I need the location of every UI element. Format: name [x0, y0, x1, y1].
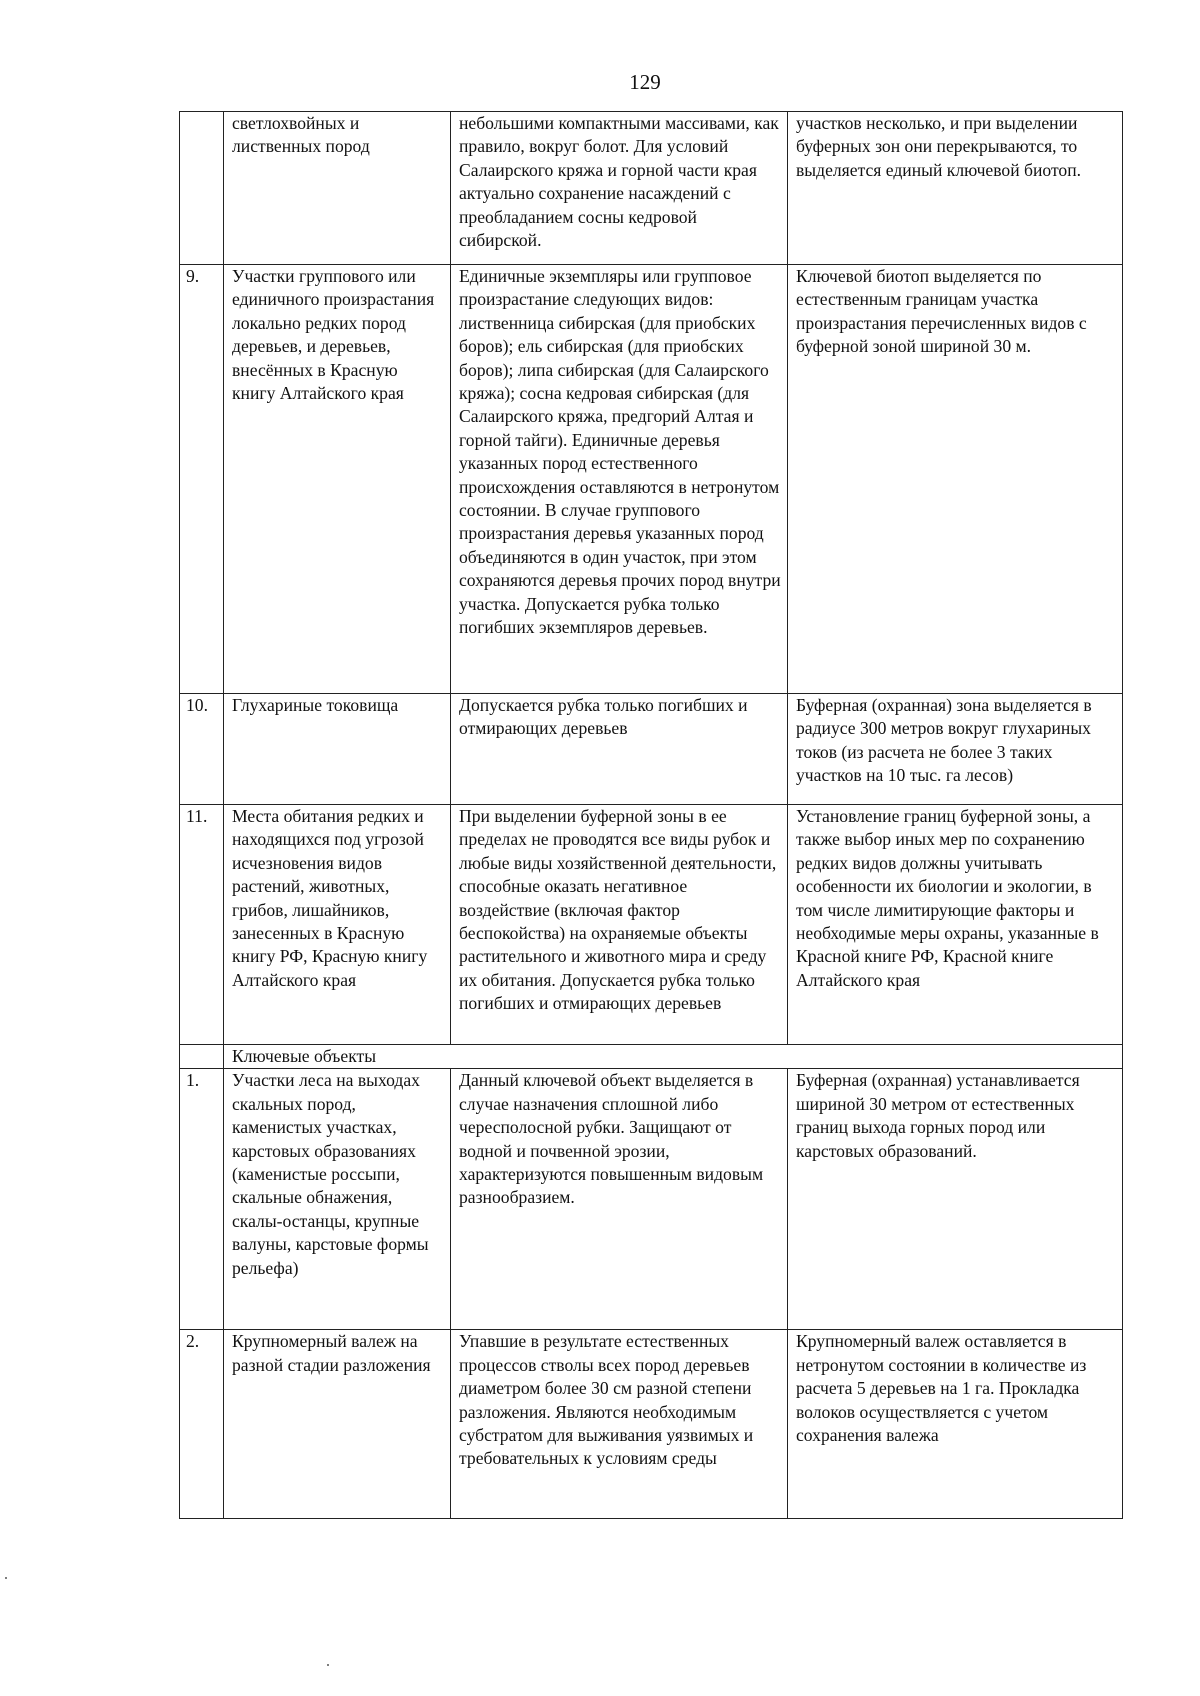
- page-number: 129: [629, 70, 661, 94]
- row-number: 11.: [180, 805, 224, 1045]
- table-row: [180, 265, 1123, 694]
- row-number: [180, 112, 224, 265]
- table-row: [180, 1069, 1123, 1330]
- description-cell: При выделении буферной зоны в ее пределах не проводятся все виды рубок и любые виды хозяйственной деятельности, способные оказать негативное воздействие (включая фактор беспокойства) на охраняемые объекты растительного и животного мира и среду их обитания. Допускается рубка только погибших и отмирающих деревьев: [451, 805, 788, 1045]
- object-name-cell: Участки леса на выходах скальных пород, каменистых участках, карстовых образованиях (каменистые россыпи, скальные обнажения, скалы-останцы, крупные валуны, карстовые формы рельефа): [224, 1069, 451, 1330]
- requirements-cell: Ключевой биотоп выделяется по естественным границам участка произрастания перечисленных видов с буферной зоной шириной 30 м.: [788, 265, 1123, 694]
- description-cell: Данный ключевой объект выделяется в случае назначения сплошной либо чересполосной рубки. Защищают от водной и почвенной эрозии, характеризуются повышенным видовым разнообразием.: [451, 1069, 788, 1330]
- table-row: [180, 112, 1123, 265]
- key-biotopes-table: [179, 111, 1123, 1519]
- description-cell: Упавшие в результате естественных процессов стволы всех пород деревьев диаметром более 30 см разной степени разложения. Являются необходимым субстратом для выживания уязвимых и требовательных к условиям среды: [451, 1330, 788, 1519]
- section-title: Ключевые объекты: [224, 1045, 1123, 1069]
- requirements-cell: Буферная (охранная) устанавливается шириной 30 метром от естественных границ выхода горных пород или карстовых образований.: [788, 1069, 1123, 1330]
- requirements-cell: Установление границ буферной зоны, а также выбор иных мер по сохранению редких видов должны учитывать особенности их биологии и экологии, в том числе лимитирующие факторы и необходимые меры охраны, указанные в Красной книге РФ, Красной книге Алтайского края: [788, 805, 1123, 1045]
- table-row: [180, 1330, 1123, 1519]
- object-name-cell: светлохвойных и лиственных пород: [224, 112, 451, 265]
- description-cell: Единичные экземпляры или групповое произрастание следующих видов: лиственница сибирская (для приобских боров); ель сибирская (для приобских боров); липа сибирская (для Салаирского кряжа); сосна кедровая сибирская (для Салаирского кряжа, предгорий Алтая и горной тайги). Единичные деревья указанных пород естественного происхождения оставляются в нетронутом состоянии. В случае группового произрастания деревья указанных пород объединяются в один участок, при этом сохраняются деревья прочих пород внутри участка. Допускается рубка только погибших экземпляров деревьев.: [451, 265, 788, 694]
- row-number: 10.: [180, 694, 224, 805]
- description-cell: Допускается рубка только погибших и отмирающих деревьев: [451, 694, 788, 805]
- object-name-cell: Участки группового или единичного произрастания локально редких пород деревьев, и деревьев, внесённых в Красную книгу Алтайского края: [224, 265, 451, 694]
- section-header-row: [180, 1045, 1123, 1069]
- object-name-cell: Крупномерный валеж на разной стадии разложения: [224, 1330, 451, 1519]
- row-number: 2.: [180, 1330, 224, 1519]
- table-row: [180, 694, 1123, 805]
- row-number: 1.: [180, 1069, 224, 1330]
- section-number-cell: [180, 1045, 224, 1069]
- requirements-cell: Буферная (охранная) зона выделяется в радиусе 300 метров вокруг глухариных токов (из расчета не более 3 таких участков на 10 тыс. га лесов): [788, 694, 1123, 805]
- row-number: 9.: [180, 265, 224, 694]
- object-name-cell: Глухариные токовища: [224, 694, 451, 805]
- object-name-cell: Места обитания редких и находящихся под угрозой исчезновения видов растений, животных, грибов, лишайников, занесенных в Красную книгу РФ, Красную книгу Алтайского края: [224, 805, 451, 1045]
- requirements-cell: участков несколько, и при выделении буферных зон они перекрываются, то выделяется единый ключевой биотоп.: [788, 112, 1123, 265]
- description-cell: небольшими компактными массивами, как правило, вокруг болот. Для условий Салаирского кряжа и горной части края актуально сохранение насаждений с преобладанием сосны кедровой сибирской.: [451, 112, 788, 265]
- requirements-cell: Крупномерный валеж оставляется в нетронутом состоянии в количестве из расчета 5 деревьев на 1 га. Прокладка волоков осуществляется с учетом сохранения валежа: [788, 1330, 1123, 1519]
- table-row: [180, 805, 1123, 1045]
- scan-speck: [5, 1577, 7, 1579]
- scan-speck: [327, 1664, 329, 1666]
